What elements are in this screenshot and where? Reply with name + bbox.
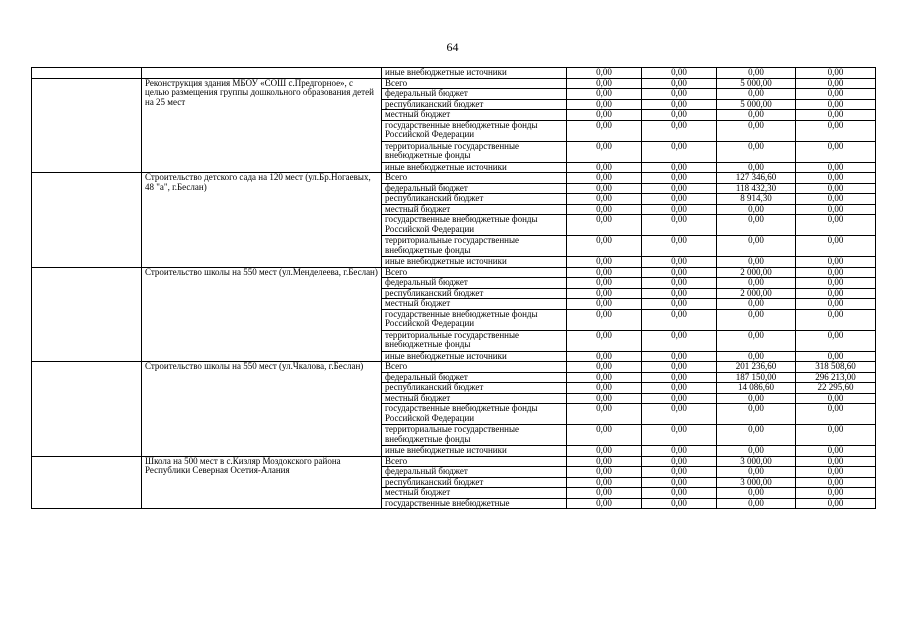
amount-cell: 5 000,00 bbox=[717, 78, 796, 89]
amount-cell: 0,00 bbox=[642, 383, 717, 394]
funding-source-cell: федеральный бюджет bbox=[382, 467, 567, 478]
funding-source-cell: Всего bbox=[382, 267, 567, 278]
amount-cell: 0,00 bbox=[717, 330, 796, 351]
amount-cell: 0,00 bbox=[796, 330, 876, 351]
amount-cell: 0,00 bbox=[717, 446, 796, 457]
table-row bbox=[32, 68, 876, 79]
amount-cell: 0,00 bbox=[567, 477, 642, 488]
project-cell bbox=[142, 68, 382, 79]
funding-source-cell: территориальные государственные внебюджетные фонды bbox=[382, 141, 567, 162]
amount-cell: 0,00 bbox=[717, 204, 796, 215]
amount-cell: 0,00 bbox=[796, 120, 876, 141]
amount-cell: 0,00 bbox=[717, 215, 796, 236]
amount-cell: 0,00 bbox=[567, 162, 642, 173]
project-name-cell: Реконструкция здания МБОУ «СОШ с.Предгорное», с целью размещения группы дошкольного образования детей на 25 мест bbox=[142, 78, 382, 173]
amount-cell: 0,00 bbox=[717, 425, 796, 446]
amount-cell: 0,00 bbox=[642, 120, 717, 141]
funding-source-cell: местный бюджет bbox=[382, 393, 567, 404]
amount-cell: 0,00 bbox=[717, 278, 796, 289]
amount-cell: 8 914,30 bbox=[717, 194, 796, 205]
amount-cell: 0,00 bbox=[567, 257, 642, 268]
amount-cell: 0,00 bbox=[717, 498, 796, 509]
amount-cell: 0,00 bbox=[642, 194, 717, 205]
amount-cell: 0,00 bbox=[796, 425, 876, 446]
amount-cell: 0,00 bbox=[567, 498, 642, 509]
amount-cell: 0,00 bbox=[796, 267, 876, 278]
amount-cell: 0,00 bbox=[567, 351, 642, 362]
index-cell bbox=[32, 456, 142, 509]
index-cell bbox=[32, 362, 142, 457]
amount-cell: 2 000,00 bbox=[717, 288, 796, 299]
amount-cell: 0,00 bbox=[642, 467, 717, 478]
funding-source-cell: государственные внебюджетные фонды Российской Федерации bbox=[382, 215, 567, 236]
amount-cell: 0,00 bbox=[796, 456, 876, 467]
amount-cell: 0,00 bbox=[717, 393, 796, 404]
amount-cell: 0,00 bbox=[796, 194, 876, 205]
funding-source-cell: территориальные государственные внебюджетные фонды bbox=[382, 330, 567, 351]
funding-source-cell: иные внебюджетные источники bbox=[382, 68, 567, 79]
amount-cell: 296 213,00 bbox=[796, 372, 876, 383]
amount-cell: 0,00 bbox=[642, 141, 717, 162]
funding-source-cell: местный бюджет bbox=[382, 110, 567, 121]
funding-source-cell: федеральный бюджет bbox=[382, 183, 567, 194]
amount-cell: 0,00 bbox=[796, 215, 876, 236]
funding-source-cell: республиканский бюджет bbox=[382, 288, 567, 299]
amount-cell: 0,00 bbox=[567, 68, 642, 79]
project-name-cell: Строительство школы на 550 мест (ул.Чкалова, г.Беслан) bbox=[142, 362, 382, 457]
project-name-cell: Строительство школы на 550 мест (ул.Менделеева, г.Беслан) bbox=[142, 267, 382, 362]
amount-cell: 0,00 bbox=[796, 498, 876, 509]
amount-cell: 0,00 bbox=[642, 215, 717, 236]
amount-cell: 0,00 bbox=[567, 110, 642, 121]
amount-cell: 0,00 bbox=[567, 330, 642, 351]
funding-source-cell: Всего bbox=[382, 362, 567, 373]
funding-table bbox=[31, 67, 876, 509]
amount-cell: 0,00 bbox=[567, 267, 642, 278]
funding-source-cell: местный бюджет bbox=[382, 204, 567, 215]
amount-cell: 0,00 bbox=[567, 288, 642, 299]
amount-cell: 127 346,60 bbox=[717, 173, 796, 184]
index-cell bbox=[32, 173, 142, 268]
page-number: 64 bbox=[446, 40, 459, 54]
funding-source-cell: территориальные государственные внебюджетные фонды bbox=[382, 425, 567, 446]
amount-cell: 0,00 bbox=[567, 372, 642, 383]
funding-source-cell: государственные внебюджетные bbox=[382, 498, 567, 509]
amount-cell: 0,00 bbox=[567, 215, 642, 236]
funding-source-cell: федеральный бюджет bbox=[382, 278, 567, 289]
amount-cell: 0,00 bbox=[717, 351, 796, 362]
amount-cell: 187 150,00 bbox=[717, 372, 796, 383]
funding-source-cell: иные внебюджетные источники bbox=[382, 162, 567, 173]
amount-cell: 0,00 bbox=[642, 110, 717, 121]
amount-cell: 0,00 bbox=[717, 141, 796, 162]
amount-cell: 118 432,30 bbox=[717, 183, 796, 194]
funding-source-cell: местный бюджет bbox=[382, 488, 567, 499]
amount-cell: 0,00 bbox=[642, 488, 717, 499]
amount-cell: 0,00 bbox=[567, 299, 642, 310]
amount-cell: 0,00 bbox=[567, 309, 642, 330]
amount-cell: 0,00 bbox=[796, 162, 876, 173]
funding-table-body bbox=[32, 68, 876, 509]
amount-cell: 0,00 bbox=[717, 404, 796, 425]
amount-cell: 0,00 bbox=[642, 477, 717, 488]
amount-cell: 0,00 bbox=[567, 194, 642, 205]
amount-cell: 0,00 bbox=[796, 393, 876, 404]
amount-cell: 0,00 bbox=[796, 309, 876, 330]
amount-cell: 0,00 bbox=[796, 278, 876, 289]
amount-cell: 0,00 bbox=[796, 99, 876, 110]
amount-cell: 0,00 bbox=[642, 257, 717, 268]
amount-cell: 0,00 bbox=[642, 372, 717, 383]
amount-cell: 0,00 bbox=[642, 330, 717, 351]
amount-cell: 0,00 bbox=[642, 183, 717, 194]
amount-cell: 3 000,00 bbox=[717, 477, 796, 488]
amount-cell: 0,00 bbox=[717, 309, 796, 330]
amount-cell: 0,00 bbox=[642, 351, 717, 362]
amount-cell: 0,00 bbox=[642, 89, 717, 100]
amount-cell: 0,00 bbox=[642, 393, 717, 404]
funding-source-cell: Всего bbox=[382, 456, 567, 467]
funding-source-cell: республиканский бюджет bbox=[382, 194, 567, 205]
funding-source-cell: государственные внебюджетные фонды Российской Федерации bbox=[382, 120, 567, 141]
amount-cell: 0,00 bbox=[642, 309, 717, 330]
funding-source-cell: иные внебюджетные источники bbox=[382, 351, 567, 362]
amount-cell: 0,00 bbox=[796, 141, 876, 162]
amount-cell: 0,00 bbox=[642, 236, 717, 257]
amount-cell: 0,00 bbox=[567, 204, 642, 215]
amount-cell: 0,00 bbox=[642, 68, 717, 79]
amount-cell: 0,00 bbox=[567, 446, 642, 457]
amount-cell: 0,00 bbox=[642, 288, 717, 299]
amount-cell: 0,00 bbox=[567, 89, 642, 100]
amount-cell: 0,00 bbox=[642, 456, 717, 467]
amount-cell: 0,00 bbox=[796, 183, 876, 194]
amount-cell: 0,00 bbox=[717, 89, 796, 100]
amount-cell: 0,00 bbox=[567, 141, 642, 162]
table-row bbox=[32, 173, 876, 184]
amount-cell: 0,00 bbox=[642, 78, 717, 89]
amount-cell: 0,00 bbox=[567, 78, 642, 89]
amount-cell: 0,00 bbox=[717, 299, 796, 310]
amount-cell: 0,00 bbox=[642, 425, 717, 446]
index-cell bbox=[32, 78, 142, 173]
amount-cell: 0,00 bbox=[717, 162, 796, 173]
amount-cell: 0,00 bbox=[717, 68, 796, 79]
table-row bbox=[32, 456, 876, 467]
amount-cell: 0,00 bbox=[567, 362, 642, 373]
amount-cell: 0,00 bbox=[642, 173, 717, 184]
amount-cell: 201 236,60 bbox=[717, 362, 796, 373]
funding-source-cell: республиканский бюджет bbox=[382, 99, 567, 110]
funding-source-cell: иные внебюджетные источники bbox=[382, 446, 567, 457]
funding-source-cell: территориальные государственные внебюджетные фонды bbox=[382, 236, 567, 257]
amount-cell: 0,00 bbox=[796, 78, 876, 89]
amount-cell: 0,00 bbox=[796, 467, 876, 478]
amount-cell: 0,00 bbox=[642, 362, 717, 373]
funding-source-cell: федеральный бюджет bbox=[382, 372, 567, 383]
table-row bbox=[32, 78, 876, 89]
amount-cell: 0,00 bbox=[567, 456, 642, 467]
funding-source-cell: иные внебюджетные источники bbox=[382, 257, 567, 268]
amount-cell: 0,00 bbox=[567, 467, 642, 478]
amount-cell: 0,00 bbox=[567, 383, 642, 394]
amount-cell: 0,00 bbox=[642, 446, 717, 457]
amount-cell: 0,00 bbox=[796, 257, 876, 268]
amount-cell: 0,00 bbox=[717, 488, 796, 499]
amount-cell: 0,00 bbox=[796, 299, 876, 310]
amount-cell: 0,00 bbox=[567, 183, 642, 194]
funding-source-cell: республиканский бюджет bbox=[382, 477, 567, 488]
amount-cell: 0,00 bbox=[796, 110, 876, 121]
amount-cell: 318 508,60 bbox=[796, 362, 876, 373]
amount-cell: 0,00 bbox=[717, 110, 796, 121]
amount-cell: 0,00 bbox=[642, 498, 717, 509]
amount-cell: 0,00 bbox=[567, 236, 642, 257]
amount-cell: 0,00 bbox=[796, 204, 876, 215]
funding-source-cell: республиканский бюджет bbox=[382, 383, 567, 394]
amount-cell: 0,00 bbox=[642, 299, 717, 310]
funding-source-cell: Всего bbox=[382, 173, 567, 184]
amount-cell: 0,00 bbox=[796, 288, 876, 299]
funding-source-cell: государственные внебюджетные фонды Российской Федерации bbox=[382, 404, 567, 425]
amount-cell: 0,00 bbox=[642, 267, 717, 278]
amount-cell: 0,00 bbox=[717, 120, 796, 141]
amount-cell: 0,00 bbox=[642, 204, 717, 215]
amount-cell: 0,00 bbox=[642, 99, 717, 110]
amount-cell: 0,00 bbox=[567, 393, 642, 404]
funding-source-cell: государственные внебюджетные фонды Российской Федерации bbox=[382, 309, 567, 330]
table-row bbox=[32, 362, 876, 373]
amount-cell: 0,00 bbox=[567, 425, 642, 446]
funding-source-cell: федеральный бюджет bbox=[382, 89, 567, 100]
amount-cell: 0,00 bbox=[796, 89, 876, 100]
amount-cell: 14 086,60 bbox=[717, 383, 796, 394]
amount-cell: 0,00 bbox=[796, 404, 876, 425]
amount-cell: 0,00 bbox=[717, 467, 796, 478]
amount-cell: 0,00 bbox=[796, 351, 876, 362]
amount-cell: 2 000,00 bbox=[717, 267, 796, 278]
amount-cell: 0,00 bbox=[567, 278, 642, 289]
funding-source-cell: местный бюджет bbox=[382, 299, 567, 310]
amount-cell: 0,00 bbox=[796, 477, 876, 488]
amount-cell: 0,00 bbox=[567, 404, 642, 425]
amount-cell: 0,00 bbox=[796, 488, 876, 499]
amount-cell: 0,00 bbox=[567, 488, 642, 499]
amount-cell: 22 295,60 bbox=[796, 383, 876, 394]
amount-cell: 0,00 bbox=[717, 236, 796, 257]
amount-cell: 0,00 bbox=[567, 120, 642, 141]
amount-cell: 0,00 bbox=[642, 278, 717, 289]
amount-cell: 0,00 bbox=[796, 173, 876, 184]
amount-cell: 0,00 bbox=[642, 162, 717, 173]
amount-cell: 0,00 bbox=[796, 68, 876, 79]
table-row bbox=[32, 267, 876, 278]
amount-cell: 0,00 bbox=[796, 446, 876, 457]
amount-cell: 3 000,00 bbox=[717, 456, 796, 467]
amount-cell: 0,00 bbox=[567, 173, 642, 184]
amount-cell: 5 000,00 bbox=[717, 99, 796, 110]
amount-cell: 0,00 bbox=[717, 257, 796, 268]
amount-cell: 0,00 bbox=[567, 99, 642, 110]
amount-cell: 0,00 bbox=[642, 404, 717, 425]
funding-source-cell: Всего bbox=[382, 78, 567, 89]
index-cell bbox=[32, 68, 142, 79]
amount-cell: 0,00 bbox=[796, 236, 876, 257]
index-cell bbox=[32, 267, 142, 362]
project-name-cell: Строительство детского сада на 120 мест (ул.Бр.Ногаевых, 48 "а", г.Беслан) bbox=[142, 173, 382, 268]
project-name-cell: Школа на 500 мест в с.Кизляр Моздокского района Республики Северная Осетия-Алания bbox=[142, 456, 382, 509]
